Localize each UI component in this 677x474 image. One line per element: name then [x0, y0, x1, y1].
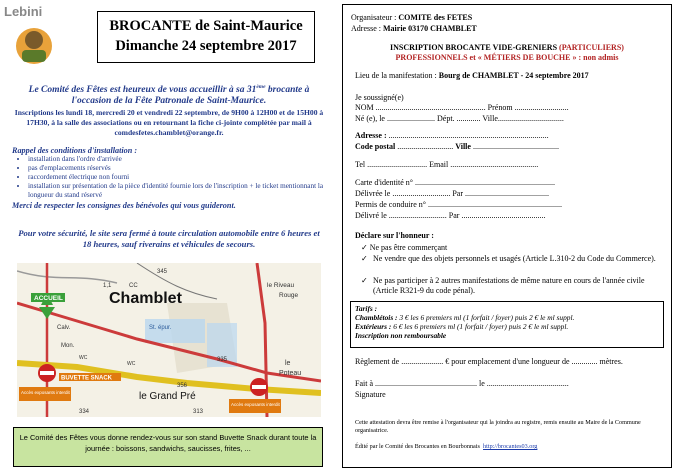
tarifs-title: Tarifs :	[355, 304, 378, 313]
rappel-title: Rappel des conditions d'installation :	[12, 146, 138, 155]
adresse-field[interactable]: Adresse : ................................................................................	[355, 131, 549, 140]
map	[17, 263, 321, 417]
attestation-note: Cette attestation devra être remise à l'organisateur qui la joindra au registre, remis ensuite au Maire de la Commune organisatrice.	[355, 419, 641, 434]
svg-text:le: le	[285, 360, 291, 367]
lieu: Lieu de la manifestation : Bourg de CHAMBLET - 24 septembre 2017	[355, 71, 589, 80]
soussigne-label: Je soussigné(e)	[355, 93, 404, 102]
svg-text:335: 335	[217, 357, 228, 363]
nom-field[interactable]: NOM ....................................................... Prénom ...........................	[355, 103, 569, 112]
page-title: BROCANTE de Saint-Maurice	[109, 18, 303, 34]
tarifs-box	[350, 301, 664, 348]
svg-text:1,1: 1,1	[103, 283, 112, 289]
list-item: • raccordement électrique non fourni	[28, 173, 330, 182]
non-admis: PROFESSIONNELS et « MÉTIERS DE BOUCHE » : non admis	[395, 53, 619, 62]
svg-text:WC: WC	[127, 361, 136, 367]
list-item: ✓ Ne pas participer à 2 autres manifestations de même nature en cours de l'année civile (Article R321-9 du code pénal).	[361, 276, 645, 295]
list-item: ✓ Ne pas être commerçant	[361, 243, 448, 252]
map-buvette: BUVETTE SNACK	[61, 375, 113, 382]
left-panel	[0, 0, 338, 474]
reglement-field[interactable]: Règlement de ..................... € pour emplacement d'une longueur de ............. mètres.	[355, 357, 623, 366]
code-postal-field[interactable]: Code postal ............................ Ville ...........................................	[355, 142, 559, 151]
svg-text:WC: WC	[79, 355, 88, 361]
map-acces-right: Accès exposants interdit	[231, 402, 280, 407]
svg-text:Mon.: Mon.	[61, 343, 75, 349]
page-date: Dimanche 24 septembre 2017	[115, 38, 297, 54]
intro-text: Le Comité des Fêtes est heureux de vous accueillir à sa 31ème brocante à l'occasion de la Fête Patronale de Saint-Maurice.	[28, 84, 310, 107]
merci-text: Merci de respecter les consignes des bénévoles qui vous guideront.	[12, 201, 236, 210]
tarif-exterieurs: Extérieurs : 6 € les 6 premiers ml (1 forfait / foyer) puis 2 € le ml suppl.	[355, 322, 569, 331]
fait-field[interactable]: Fait à ................................................... le .........................................	[355, 379, 569, 388]
buvette-box: Le Comité des Fêtes vous donne rendez-vous sur son stand Buvette Snack durant toute la journée : boissons, sandwichs, saucisses, frites, ...	[13, 427, 323, 467]
rappel-section	[12, 146, 330, 210]
title-box	[97, 11, 315, 63]
map-accueil: ACCUEIL	[34, 295, 63, 302]
svg-text:le Riveau: le Riveau	[267, 282, 295, 289]
list-item: • installation sur présentation de la pièce d'identité fournie lors de l'inscription + le ticket mentionnant la longueur du stand réservé	[28, 182, 330, 200]
tarif-chambletois: Chamblétois : 3 € les 6 premiers ml (1 forfait / foyer) puis 2 € le ml suppl.	[355, 313, 575, 322]
permis-delivre-field[interactable]: Délivré le ............................. Par ..........................................	[355, 211, 546, 220]
logo	[4, 4, 62, 70]
edite-par: Édité par le Comité des Brocantes en Bourbonnais http://brocantes03.org	[355, 443, 538, 450]
carte-delivree-field[interactable]: Délivrée le ............................. Par ..........................................	[355, 189, 549, 198]
organisateur: Organisateur : COMITE des FETES	[351, 13, 473, 22]
adresse-organisateur: Adresse : Mairie 03170 CHAMBLET	[351, 24, 477, 33]
map-town: Chamblet	[109, 290, 182, 307]
svg-text:St. épur.: St. épur.	[149, 325, 172, 331]
list-item: ✓ Ne vendre que des objets personnels et usagés (Article L.310-2 du Code du Commerce).	[361, 254, 656, 263]
brocantes-link[interactable]: http://brocantes03.org	[483, 443, 538, 450]
svg-text:345: 345	[157, 269, 168, 275]
svg-text:313: 313	[193, 409, 204, 415]
permis-field[interactable]: Permis de conduire n° ...................................................................	[355, 200, 562, 209]
carte-identite-field[interactable]: Carte d'identité n° ......................................................................	[355, 178, 555, 187]
svg-text:Calv.: Calv.	[57, 325, 71, 331]
map-acces-left: Accès exposants interdit	[21, 390, 70, 395]
svg-text:Poteau: Poteau	[279, 370, 302, 377]
inscriptions-text: Inscriptions les lundi 18, mercredi 20 et vendredi 22 septembre, de 9H00 à 12H00 et de 15H00 à 17H30, à la salle des associations ou en retournant la fiche ci-jointe complétée par mail à comdesfetes.chamblet@orange.fr.	[14, 108, 324, 137]
tel-field[interactable]: Tel .............................. Email ............................................	[355, 160, 539, 169]
inscription-heading: INSCRIPTION BROCANTE VIDE-GRENIERS (PARTICULIERS)	[390, 43, 624, 52]
declare-title: Déclare sur l'honneur :	[355, 231, 434, 240]
logo-text: Lebini	[4, 4, 43, 19]
tarif-note: Inscription non remboursable	[355, 331, 447, 340]
list-item: • pas d'emplacements réservés	[28, 164, 330, 173]
signature-label: Signature	[355, 390, 386, 399]
list-item: • installation dans l'ordre d'arrivée	[28, 155, 330, 164]
svg-text:le Grand Pré: le Grand Pré	[139, 391, 196, 402]
svg-text:334: 334	[79, 409, 90, 415]
svg-text:CC: CC	[129, 283, 138, 289]
svg-text:356: 356	[177, 383, 188, 389]
inscription-form	[342, 4, 672, 468]
svg-text:Rouge: Rouge	[279, 292, 299, 299]
securite-text: Pour votre sécurité, le site sera fermé à toute circulation automobile entre 6 heures et 18 heures, sauf riverains et véhicules de secours.	[18, 228, 320, 249]
naissance-field[interactable]: Né (e), le ........................ Dépt. ............ Ville.................................	[355, 114, 564, 123]
